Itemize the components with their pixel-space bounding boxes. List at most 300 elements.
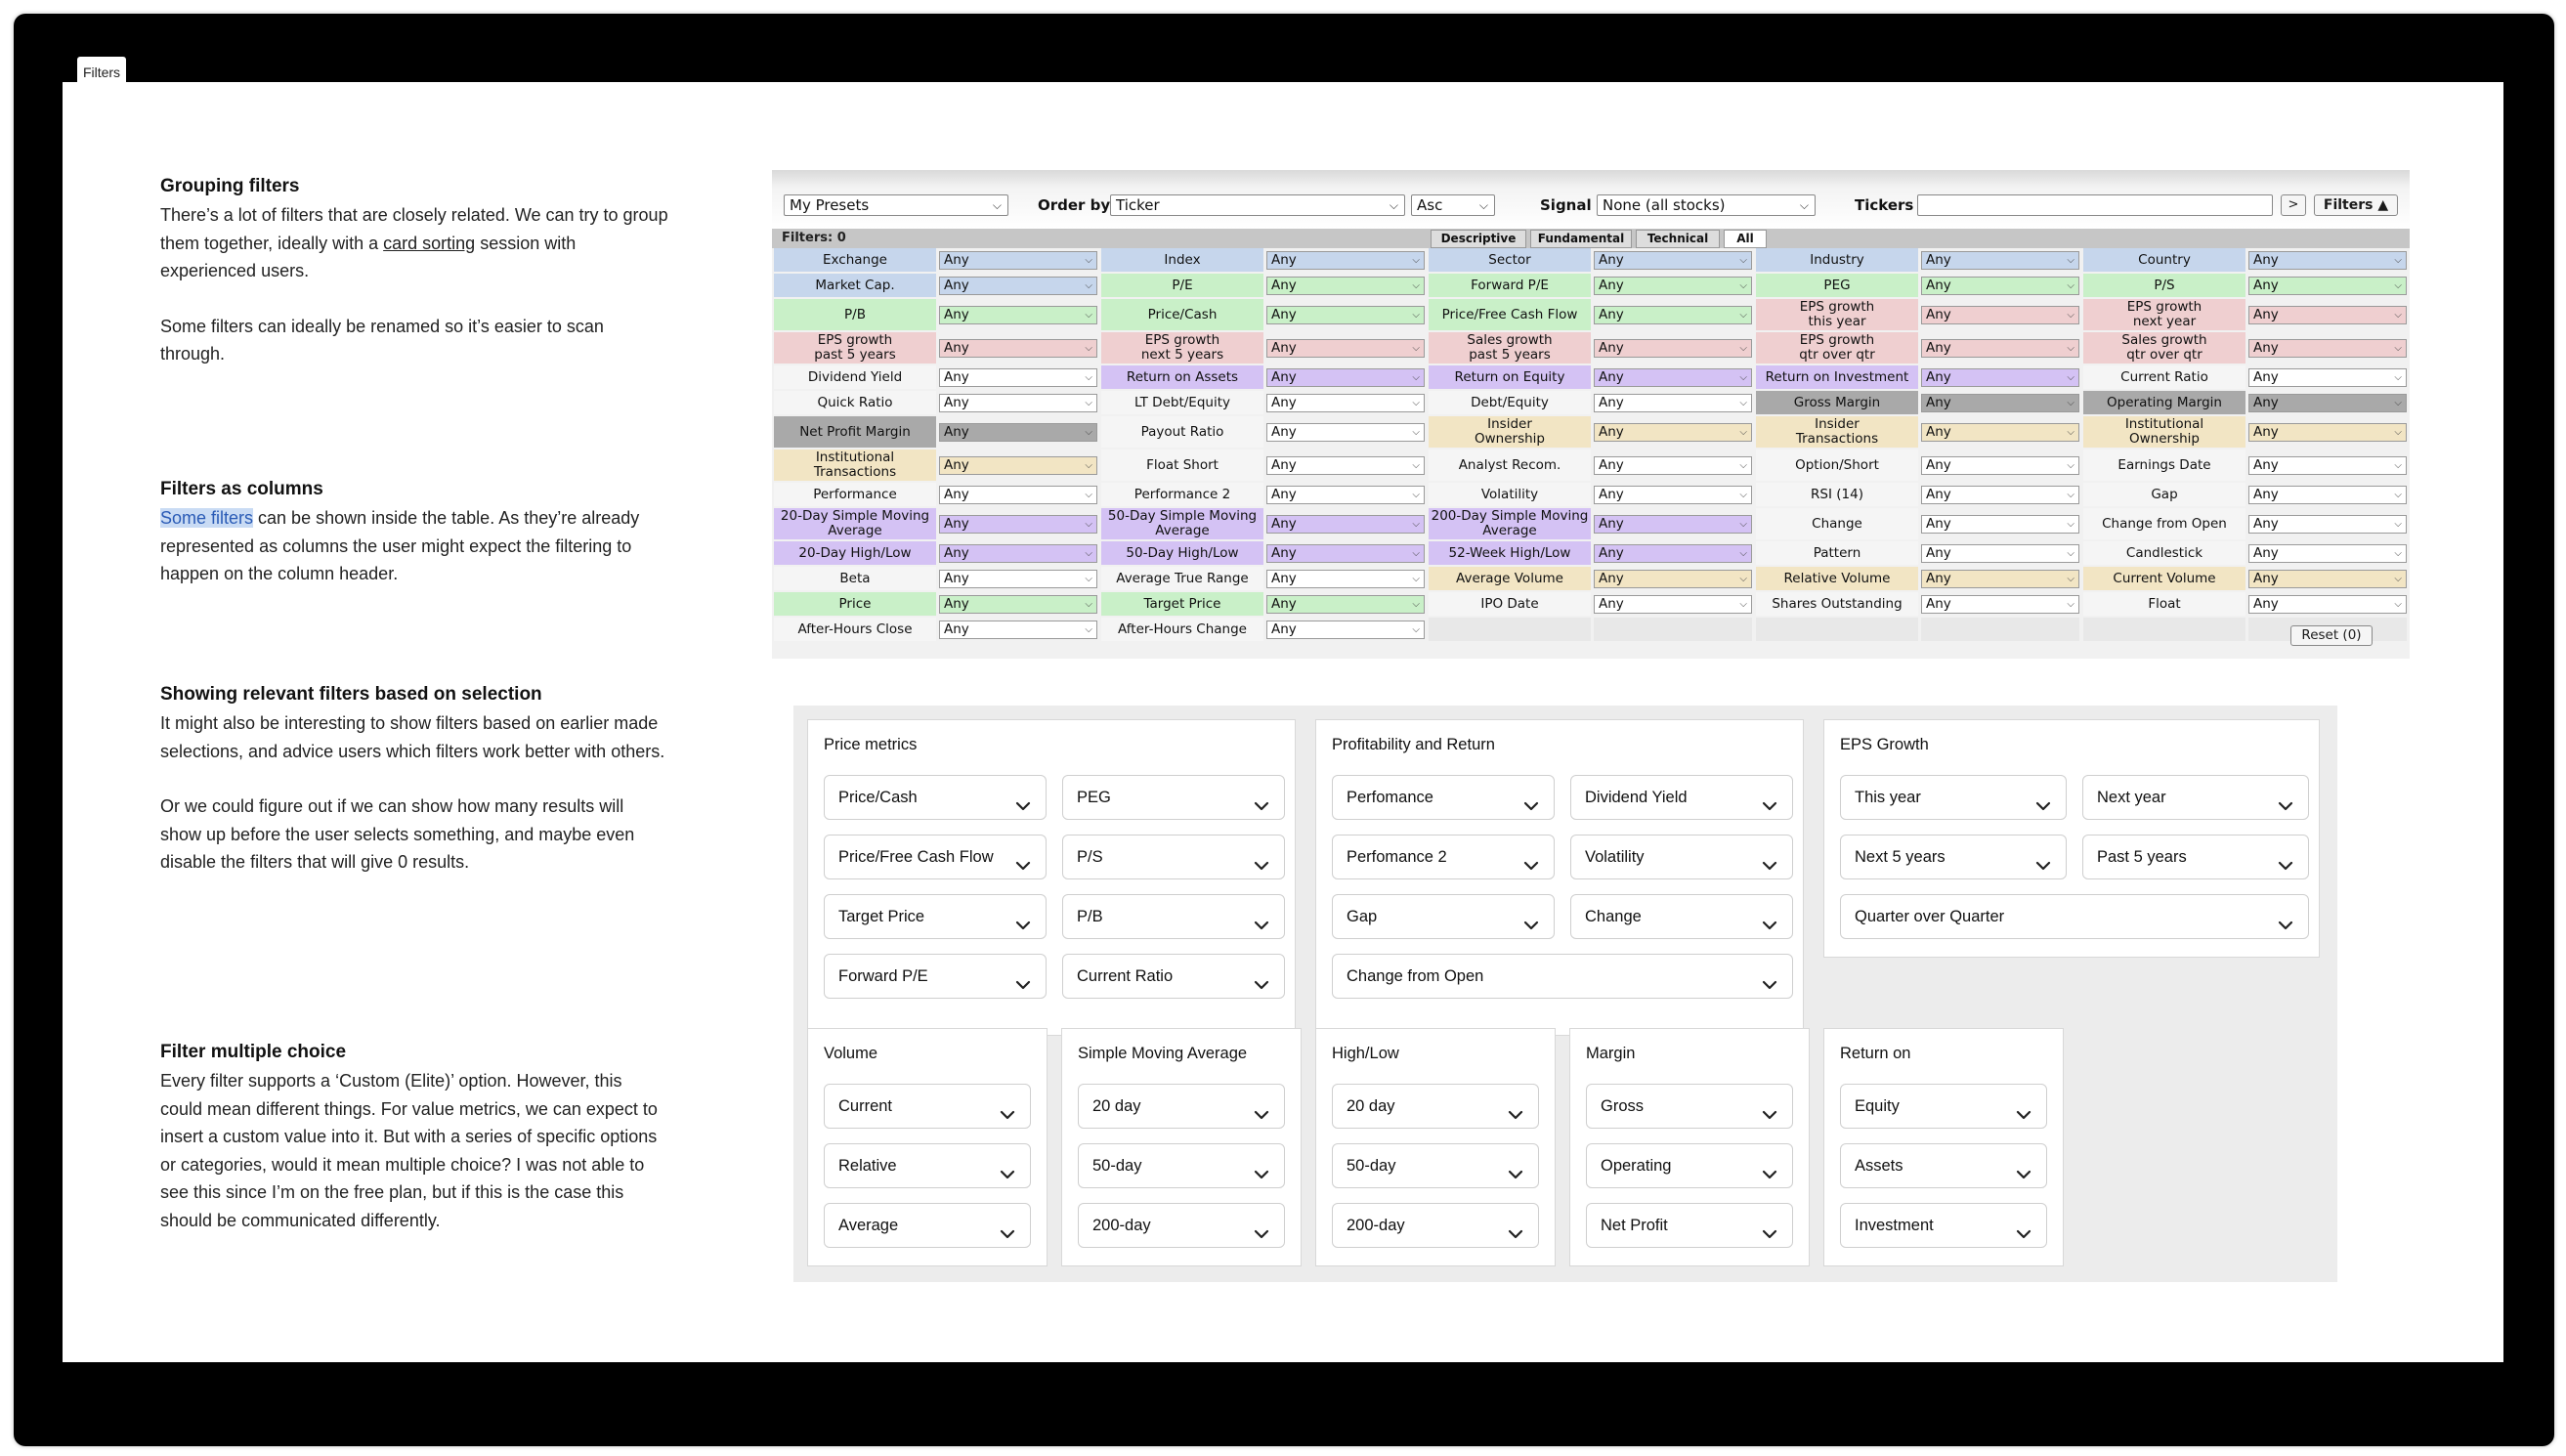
filter-select[interactable] <box>1921 368 2079 387</box>
filter-dropdown-label: PEG <box>1077 789 1111 806</box>
chevron-down-icon: ⌵ <box>1085 342 1092 354</box>
filter-select[interactable] <box>1594 277 1752 295</box>
filters-toggle-button[interactable]: Filters ▲ <box>2314 194 2398 216</box>
note-text: Some filters can ideally be renamed so it’s easier to scan through. <box>160 316 604 364</box>
chevron-down-icon: ⌵ <box>1085 426 1092 438</box>
note-title: Grouping filters <box>160 176 300 196</box>
filter-label: Dividend Yield <box>774 365 936 389</box>
chevron-down-icon <box>2034 789 2052 806</box>
filter-label: Debt/Equity <box>1429 391 1591 414</box>
filter-select[interactable] <box>1921 339 2079 358</box>
screener-filter-panel <box>772 170 2410 659</box>
filter-select[interactable] <box>1266 515 1425 534</box>
filter-dropdown[interactable] <box>1840 1143 2047 1188</box>
filter-select-value: Any <box>1926 277 1951 293</box>
highlighted-text: Some filters <box>160 508 254 528</box>
chevron-down-icon <box>999 1157 1016 1175</box>
filter-group-title: Margin <box>1586 1045 1636 1062</box>
filter-select[interactable] <box>1921 544 2079 563</box>
chevron-down-icon: ⌵ <box>1412 371 1420 383</box>
tickers-go-button[interactable]: > <box>2281 194 2306 216</box>
filter-select[interactable] <box>1594 394 1752 412</box>
chevron-down-icon: ⌵ <box>992 198 1002 212</box>
filter-select-value: Any <box>1271 486 1297 502</box>
filter-dropdown-label: Forward P/E <box>838 967 928 985</box>
filter-select-value: Any <box>1271 306 1297 322</box>
tab-fundamental[interactable]: Fundamental <box>1530 230 1632 248</box>
filter-select[interactable] <box>2248 394 2407 412</box>
chevron-down-icon <box>999 1217 1016 1234</box>
filter-dropdown[interactable] <box>1570 775 1793 820</box>
filter-dropdown-label: Price/Free Cash Flow <box>838 848 994 866</box>
filter-select-value: Any <box>944 456 969 473</box>
chevron-down-icon: ⌵ <box>2067 397 2074 408</box>
filter-group-title: Simple Moving Average <box>1078 1045 1248 1062</box>
tab-all[interactable]: All <box>1724 230 1767 248</box>
filter-select-value: Any <box>1271 515 1297 532</box>
chevron-down-icon <box>1761 848 1778 866</box>
filter-select[interactable] <box>1921 486 2079 504</box>
chevron-down-icon: ⌵ <box>2067 309 2074 321</box>
filter-dropdown[interactable] <box>1332 894 1555 939</box>
chevron-down-icon: ⌵ <box>1739 547 1747 559</box>
chevron-down-icon <box>1253 908 1270 925</box>
chevron-down-icon: ⌵ <box>2394 547 2402 559</box>
filter-select-value: Any <box>1271 544 1297 561</box>
filter-select[interactable] <box>939 394 1097 412</box>
filter-group-card <box>1315 719 1804 1036</box>
filter-label <box>1429 618 1591 641</box>
filter-dropdown-label: Gap <box>1347 908 1378 925</box>
filter-select[interactable] <box>1266 570 1425 588</box>
filter-select[interactable] <box>1266 306 1425 324</box>
filter-dropdown-label: Dividend Yield <box>1585 789 1688 806</box>
filter-label: LT Debt/Equity <box>1101 391 1263 414</box>
filter-dropdown[interactable] <box>824 1203 1031 1248</box>
note-text: Every filter supports a ‘Custom (Elite)’ option. However, this could mean different things. For value metrics, we can expect to insert a custom value into it. But with a series of specific options or categories, would it mean multiple choice? I was not able to see this since I’m on the free plan, but if this is the case this should be communicated differently. <box>160 1071 658 1230</box>
chevron-down-icon <box>1522 908 1540 925</box>
filter-dropdown-label: Past 5 years <box>2097 848 2187 866</box>
filter-dropdown-label: Average <box>838 1217 899 1234</box>
filter-select[interactable] <box>2248 544 2407 563</box>
filter-dropdown[interactable] <box>824 894 1047 939</box>
filter-select[interactable] <box>1266 277 1425 295</box>
filter-label: Industry <box>1756 248 1918 272</box>
order-by-select[interactable]: Ticker ⌵ <box>1110 194 1405 216</box>
filter-dropdown[interactable] <box>1570 894 1793 939</box>
filter-select[interactable] <box>1921 456 2079 475</box>
filter-dropdown[interactable] <box>2082 835 2309 879</box>
filter-label <box>1756 618 1918 641</box>
filter-dropdown-label: 20 day <box>1347 1097 1395 1115</box>
filter-select[interactable] <box>939 486 1097 504</box>
chevron-down-icon: ⌵ <box>1739 426 1747 438</box>
filter-dropdown[interactable] <box>1332 954 1793 999</box>
chevron-down-icon: ⌵ <box>2394 254 2402 266</box>
filter-select-value: Any <box>1926 251 1951 268</box>
filter-select[interactable] <box>1921 423 2079 442</box>
tickers-input[interactable] <box>1917 194 2273 216</box>
chevron-down-icon: ⌵ <box>1389 198 1398 212</box>
filter-dropdown[interactable] <box>1840 1084 2047 1129</box>
note-text: There’s a lot of filters that are closely related. We can try to group them together, ideally with a <box>160 205 668 253</box>
chevron-down-icon <box>2277 848 2294 866</box>
filter-select-value: Any <box>2253 595 2279 612</box>
filter-dropdown[interactable] <box>1078 1143 1285 1188</box>
chevron-down-icon <box>1507 1157 1524 1175</box>
filter-label: EPS growth next 5 years <box>1101 332 1263 364</box>
chevron-down-icon <box>1761 967 1778 985</box>
chevron-down-icon <box>1014 967 1032 985</box>
filter-select[interactable] <box>939 595 1097 614</box>
filter-label: Country <box>2083 248 2245 272</box>
chevron-down-icon: ⌵ <box>2394 371 2402 383</box>
filter-group-card <box>807 719 1296 1036</box>
filter-label: Float Short <box>1101 450 1263 481</box>
filter-label: PEG <box>1756 274 1918 297</box>
filter-select-value: Any <box>944 277 969 293</box>
filter-dropdown[interactable] <box>1840 1203 2047 1248</box>
tab-filters[interactable]: Filters <box>77 57 126 88</box>
filter-select-value: Any <box>944 306 969 322</box>
filter-dropdown[interactable] <box>824 775 1047 820</box>
filter-select-value: Any <box>1926 423 1951 440</box>
filter-label: Return on Equity <box>1429 365 1591 389</box>
chevron-down-icon: ⌵ <box>1739 598 1747 610</box>
filter-select-value: Any <box>944 595 969 612</box>
filter-select-value: Any <box>1599 515 1624 532</box>
note-section <box>160 1042 668 1262</box>
filter-select-value: Any <box>1271 277 1297 293</box>
filter-select[interactable] <box>1594 515 1752 534</box>
filter-select-value: Any <box>1599 456 1624 473</box>
note-text: It might also be interesting to show filters based on earlier made selections, and advice users which filters work better with others. <box>160 713 665 761</box>
filter-select-value: Any <box>2253 306 2279 322</box>
filter-select[interactable] <box>1266 486 1425 504</box>
filter-label: Average True Range <box>1101 567 1263 590</box>
filter-select[interactable] <box>2248 456 2407 475</box>
filter-select[interactable] <box>1266 339 1425 358</box>
filter-select[interactable] <box>1266 394 1425 412</box>
filter-label: Payout Ratio <box>1101 416 1263 448</box>
filter-select[interactable] <box>1921 277 2079 295</box>
filter-dropdown[interactable] <box>1332 1084 1539 1129</box>
filter-select[interactable] <box>1594 570 1752 588</box>
note-text: can be shown inside the table. As they’re already represented as columns the user might expect the filtering to happen on the column header. <box>160 508 640 583</box>
filter-dropdown[interactable] <box>824 954 1047 999</box>
filter-group-card <box>1823 1028 2064 1266</box>
presets-select[interactable]: My Presets ⌵ <box>784 194 1008 216</box>
filter-select[interactable] <box>1266 621 1425 639</box>
chevron-down-icon: ⌵ <box>1412 426 1420 438</box>
chevron-down-icon: ⌵ <box>2067 489 2074 500</box>
filter-dropdown[interactable] <box>1078 1203 1285 1248</box>
filter-select[interactable] <box>939 251 1097 270</box>
filter-select[interactable] <box>2248 486 2407 504</box>
filter-select[interactable] <box>1594 368 1752 387</box>
filter-dropdown-label: 50-day <box>1347 1157 1396 1175</box>
filter-dropdown[interactable] <box>2082 775 2309 820</box>
filter-select[interactable] <box>939 339 1097 358</box>
chevron-down-icon: ⌵ <box>2394 397 2402 408</box>
reset-button[interactable]: Reset (0) <box>2290 625 2373 646</box>
filter-dropdown-label: Price/Cash <box>838 789 918 806</box>
filter-select[interactable] <box>939 368 1097 387</box>
filter-select[interactable] <box>1266 595 1425 614</box>
filter-select[interactable] <box>2248 570 2407 588</box>
chevron-down-icon: ⌵ <box>1412 279 1420 291</box>
filter-select[interactable] <box>1266 251 1425 270</box>
filter-select[interactable] <box>939 456 1097 475</box>
filter-select[interactable] <box>1594 595 1752 614</box>
filter-label: Sales growth qtr over qtr <box>2083 332 2245 364</box>
order-direction-select[interactable]: Asc ⌵ <box>1411 194 1495 216</box>
filter-select-value: Any <box>1926 339 1951 356</box>
filter-select-value: Any <box>1271 595 1297 612</box>
filter-select[interactable] <box>1594 423 1752 442</box>
note-title: Showing relevant filters based on selection <box>160 684 542 705</box>
chevron-down-icon: ⌵ <box>1739 573 1747 584</box>
chevron-down-icon <box>1761 908 1778 925</box>
filter-select[interactable] <box>1921 394 2079 412</box>
filter-select[interactable] <box>1594 544 1752 563</box>
filter-label: Sector <box>1429 248 1591 272</box>
filter-select-value: Any <box>1926 544 1951 561</box>
filter-dropdown[interactable] <box>1332 1143 1539 1188</box>
chevron-down-icon: ⌵ <box>1085 309 1092 321</box>
chevron-down-icon <box>1507 1097 1524 1115</box>
note-section <box>160 684 668 904</box>
filter-select[interactable] <box>1594 456 1752 475</box>
filter-dropdown[interactable] <box>1840 894 2309 939</box>
filter-select[interactable] <box>2248 595 2407 614</box>
card-sorting-link[interactable]: card sorting <box>383 233 476 253</box>
filter-select-value: Any <box>1271 251 1297 268</box>
filter-dropdown[interactable] <box>1062 775 1285 820</box>
filter-select[interactable] <box>1594 306 1752 324</box>
filter-label: Volatility <box>1429 483 1591 506</box>
filter-select[interactable] <box>2248 339 2407 358</box>
tab-descriptive[interactable]: Descriptive <box>1431 230 1526 248</box>
filter-dropdown[interactable] <box>1586 1084 1793 1129</box>
chevron-down-icon <box>2015 1097 2032 1115</box>
filter-group-card <box>807 1028 1048 1266</box>
filter-select[interactable] <box>2248 515 2407 534</box>
filter-label: P/B <box>774 299 936 330</box>
chevron-down-icon: ⌵ <box>1085 518 1092 530</box>
filter-select-value: Any <box>2253 368 2279 385</box>
chevron-down-icon <box>1253 1217 1270 1234</box>
filter-label: 52-Week High/Low <box>1429 541 1591 565</box>
filter-dropdown[interactable] <box>1332 775 1555 820</box>
filter-select-value: Any <box>1926 394 1951 410</box>
filter-label: After-Hours Change <box>1101 618 1263 641</box>
filter-label: Net Profit Margin <box>774 416 936 448</box>
chevron-down-icon: ⌵ <box>2067 371 2074 383</box>
filter-group-title: High/Low <box>1332 1045 1399 1062</box>
chevron-down-icon: ⌵ <box>1412 623 1420 635</box>
chevron-down-icon: ⌵ <box>1085 397 1092 408</box>
filter-label: Price/Cash <box>1101 299 1263 330</box>
filter-select-value: Any <box>1599 277 1624 293</box>
chevron-down-icon: ⌵ <box>1739 397 1747 408</box>
note-paragraph <box>160 504 668 588</box>
filter-dropdown-label: P/S <box>1077 848 1103 866</box>
chevron-down-icon: ⌵ <box>1739 254 1747 266</box>
filter-select[interactable] <box>1594 339 1752 358</box>
chevron-down-icon <box>1253 789 1270 806</box>
chevron-down-icon: ⌵ <box>2394 489 2402 500</box>
note-text: session with experienced users. <box>160 233 577 280</box>
note-paragraph <box>160 313 668 368</box>
chevron-down-icon: ⌵ <box>2067 254 2074 266</box>
filter-select-value: Any <box>2253 544 2279 561</box>
filter-select-value: Any <box>1599 544 1624 561</box>
filter-select-value: Any <box>1599 423 1624 440</box>
filter-label: Insider Transactions <box>1756 416 1918 448</box>
filter-label: 200-Day Simple Moving Average <box>1429 508 1591 539</box>
filter-dropdown-label: Quarter over Quarter <box>1855 908 2005 925</box>
filter-select[interactable] <box>1594 251 1752 270</box>
filter-dropdown-label: Change <box>1585 908 1642 925</box>
filter-dropdown-label: Next 5 years <box>1855 848 1946 866</box>
filter-select[interactable] <box>1266 456 1425 475</box>
filter-select[interactable] <box>939 570 1097 588</box>
filter-dropdown-label: Change from Open <box>1347 967 1484 985</box>
filter-group-title: EPS Growth <box>1840 736 1929 753</box>
filter-label: Beta <box>774 567 936 590</box>
chevron-down-icon: ⌵ <box>1412 342 1420 354</box>
filter-label: Quick Ratio <box>774 391 936 414</box>
filter-select[interactable] <box>939 544 1097 563</box>
chevron-down-icon: ⌵ <box>1739 371 1747 383</box>
filter-select[interactable] <box>939 621 1097 639</box>
filter-dropdown-label: Equity <box>1855 1097 1900 1115</box>
filter-label: Return on Assets <box>1101 365 1263 389</box>
filter-select[interactable] <box>1921 570 2079 588</box>
note-title: Filters as columns <box>160 479 323 499</box>
filter-select[interactable] <box>1266 423 1425 442</box>
filter-select[interactable] <box>1594 486 1752 504</box>
filter-select-value: Any <box>1926 515 1951 532</box>
filter-dropdown[interactable] <box>1332 835 1555 879</box>
chevron-down-icon <box>2277 908 2294 925</box>
filter-select-value: Any <box>944 423 969 440</box>
filter-dropdown[interactable] <box>1332 1203 1539 1248</box>
chevron-down-icon: ⌵ <box>2067 426 2074 438</box>
filter-dropdown[interactable] <box>1586 1143 1793 1188</box>
filter-select[interactable] <box>939 277 1097 295</box>
filter-select[interactable] <box>1921 595 2079 614</box>
filter-label: 20-Day Simple Moving Average <box>774 508 936 539</box>
filter-dropdown[interactable] <box>1840 835 2067 879</box>
filter-select[interactable] <box>939 515 1097 534</box>
note-section <box>160 176 668 396</box>
chevron-down-icon: ⌵ <box>1085 598 1092 610</box>
filter-select[interactable] <box>939 306 1097 324</box>
empty-cell <box>1921 618 2079 641</box>
filter-dropdown-label: Gross <box>1601 1097 1645 1115</box>
note-title: Filter multiple choice <box>160 1042 347 1062</box>
filter-dropdown[interactable] <box>1062 835 1285 879</box>
filter-select[interactable] <box>1266 368 1425 387</box>
filter-select[interactable] <box>1921 306 2079 324</box>
filter-select-value: Any <box>2253 251 2279 268</box>
filter-select[interactable] <box>2248 277 2407 295</box>
filter-dropdown[interactable] <box>1586 1203 1793 1248</box>
chevron-down-icon: ⌵ <box>1085 547 1092 559</box>
filter-dropdown[interactable] <box>1840 775 2067 820</box>
filter-dropdown[interactable] <box>824 1084 1031 1129</box>
signal-select[interactable]: None (all stocks) ⌵ <box>1597 194 1816 216</box>
filter-select-value: Any <box>2253 394 2279 410</box>
filter-label: Institutional Transactions <box>774 450 936 481</box>
filter-dropdown[interactable] <box>1078 1084 1285 1129</box>
filter-dropdown[interactable] <box>1062 894 1285 939</box>
chevron-down-icon: ⌵ <box>2394 309 2402 321</box>
chevron-down-icon: ⌵ <box>1478 198 1488 212</box>
filter-select-value: Any <box>1271 570 1297 586</box>
chevron-down-icon <box>1522 848 1540 866</box>
chevron-down-icon: ⌵ <box>2394 518 2402 530</box>
filter-label: P/S <box>2083 274 2245 297</box>
filter-dropdown[interactable] <box>1570 835 1793 879</box>
chevron-down-icon: ⌵ <box>1085 254 1092 266</box>
filter-dropdown-label: Next year <box>2097 789 2166 806</box>
filter-dropdown[interactable] <box>824 835 1047 879</box>
chevron-down-icon <box>1761 1097 1778 1115</box>
filter-select[interactable] <box>939 423 1097 442</box>
chevron-down-icon: ⌵ <box>2394 598 2402 610</box>
chevron-down-icon: ⌵ <box>2067 598 2074 610</box>
filter-select[interactable] <box>2248 423 2407 442</box>
filter-select[interactable] <box>2248 251 2407 270</box>
filter-label: After-Hours Close <box>774 618 936 641</box>
filter-label: EPS growth next year <box>2083 299 2245 330</box>
filter-label: Forward P/E <box>1429 274 1591 297</box>
filter-label: Operating Margin <box>2083 391 2245 414</box>
filter-select[interactable] <box>2248 306 2407 324</box>
filter-dropdown-label: Investment <box>1855 1217 1934 1234</box>
filter-dropdown[interactable] <box>824 1143 1031 1188</box>
chevron-down-icon <box>2277 789 2294 806</box>
filter-select-value: Any <box>1271 394 1297 410</box>
filter-label: P/E <box>1101 274 1263 297</box>
filter-label: 50-Day High/Low <box>1101 541 1263 565</box>
filter-select-value: Any <box>2253 515 2279 532</box>
chevron-down-icon: ⌵ <box>2067 573 2074 584</box>
chevron-down-icon <box>1507 1217 1524 1234</box>
filter-select[interactable] <box>1921 251 2079 270</box>
filter-dropdown-label: 200-day <box>1347 1217 1405 1234</box>
filter-dropdown-label: 50-day <box>1092 1157 1142 1175</box>
filter-label: Price <box>774 592 936 616</box>
filter-select[interactable] <box>2248 368 2407 387</box>
chevron-down-icon <box>1253 848 1270 866</box>
filter-select[interactable] <box>1921 515 2079 534</box>
chevron-down-icon: ⌵ <box>1085 573 1092 584</box>
filter-select[interactable] <box>1266 544 1425 563</box>
chevron-down-icon: ⌵ <box>2394 459 2402 471</box>
filter-select-value: Any <box>1926 570 1951 586</box>
filter-dropdown[interactable] <box>1062 954 1285 999</box>
filter-label: Price/Free Cash Flow <box>1429 299 1591 330</box>
note-section <box>160 479 668 616</box>
filter-dropdown-label: Net Profit <box>1601 1217 1668 1234</box>
filter-group-card <box>1823 719 2320 958</box>
filter-label <box>2083 618 2245 641</box>
tab-technical[interactable]: Technical <box>1636 230 1720 248</box>
